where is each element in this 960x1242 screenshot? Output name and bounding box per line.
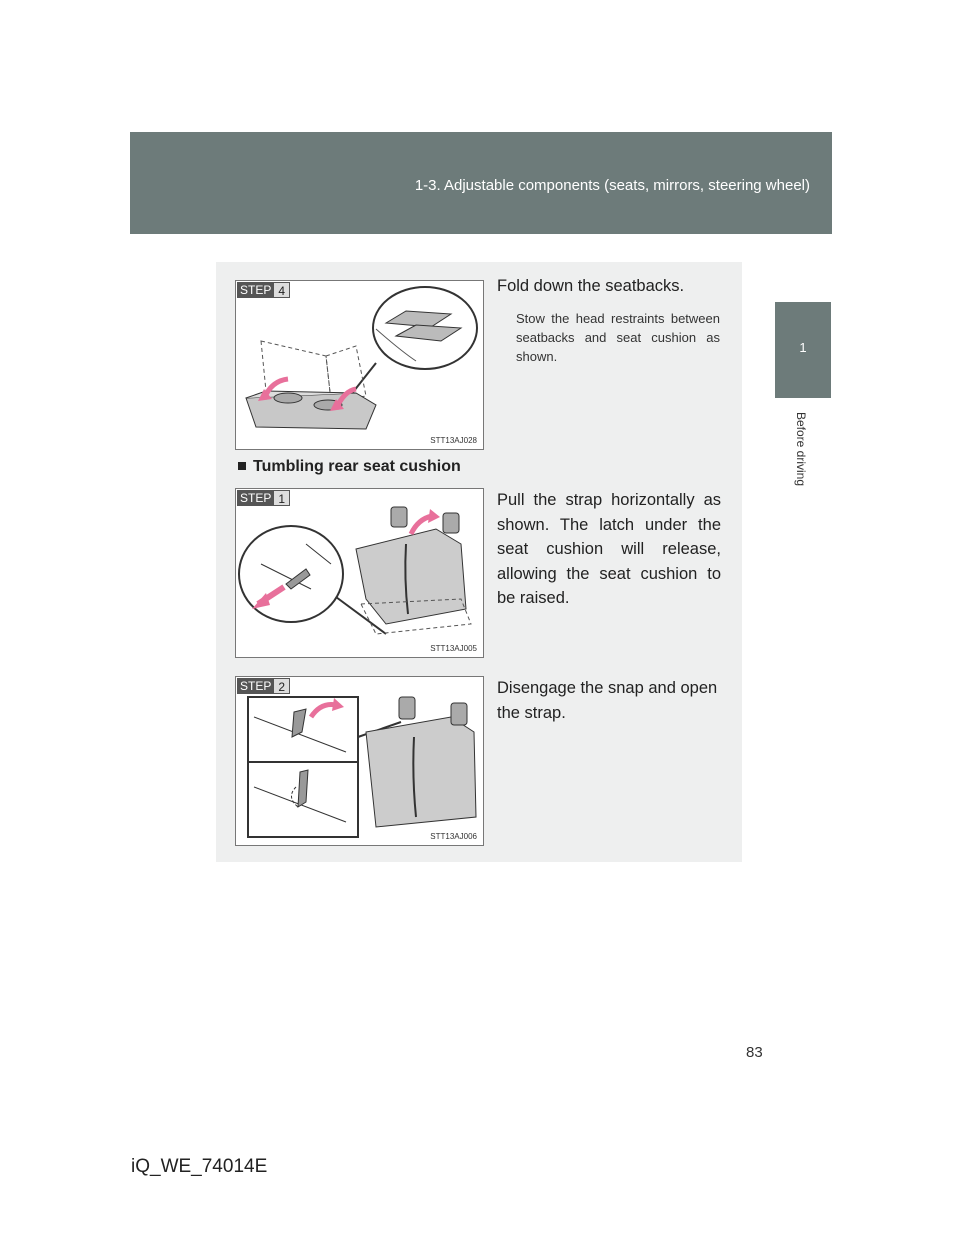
step4-text: Fold down the seatbacks. bbox=[497, 277, 685, 295]
chapter-label-wrap bbox=[786, 412, 810, 502]
step2-figure bbox=[235, 676, 484, 846]
image-code: STT13AJ005 bbox=[430, 644, 477, 653]
image-code: STT13AJ006 bbox=[430, 832, 477, 841]
page-number: 83 bbox=[746, 1044, 763, 1061]
step-badge: STEP 4 bbox=[237, 282, 290, 298]
section-title: 1-3. Adjustable components (seats, mirrors, steering wheel) bbox=[414, 177, 810, 194]
subheading: Tumbling rear seat cushion bbox=[238, 458, 461, 476]
chapter-number: 1 bbox=[799, 340, 807, 355]
pull-strap-illustration bbox=[236, 489, 483, 657]
document-id: iQ_WE_74014E bbox=[131, 1156, 268, 1177]
step2-text: Disengage the snap and open the strap. bbox=[497, 679, 718, 722]
step-badge: STEP 1 bbox=[237, 490, 290, 506]
step1-text: Pull the strap horizontally as shown. The latch under the seat cushion will release, allowing the seat cushion to be raised. bbox=[497, 491, 721, 607]
step-badge: STEP 2 bbox=[237, 678, 290, 694]
step4-figure bbox=[235, 280, 484, 450]
step1-figure bbox=[235, 488, 484, 658]
chapter-tab[interactable] bbox=[775, 302, 831, 398]
image-code: STT13AJ028 bbox=[430, 436, 477, 445]
open-strap-illustration bbox=[236, 677, 483, 845]
chapter-label: Before driving bbox=[794, 411, 808, 487]
bullet-square-icon bbox=[238, 462, 246, 470]
section-header bbox=[130, 132, 832, 234]
step4-note: Stow the head restraints between seatbacks and seat cushion as shown. bbox=[516, 311, 720, 364]
fold-seatback-illustration bbox=[236, 281, 483, 449]
